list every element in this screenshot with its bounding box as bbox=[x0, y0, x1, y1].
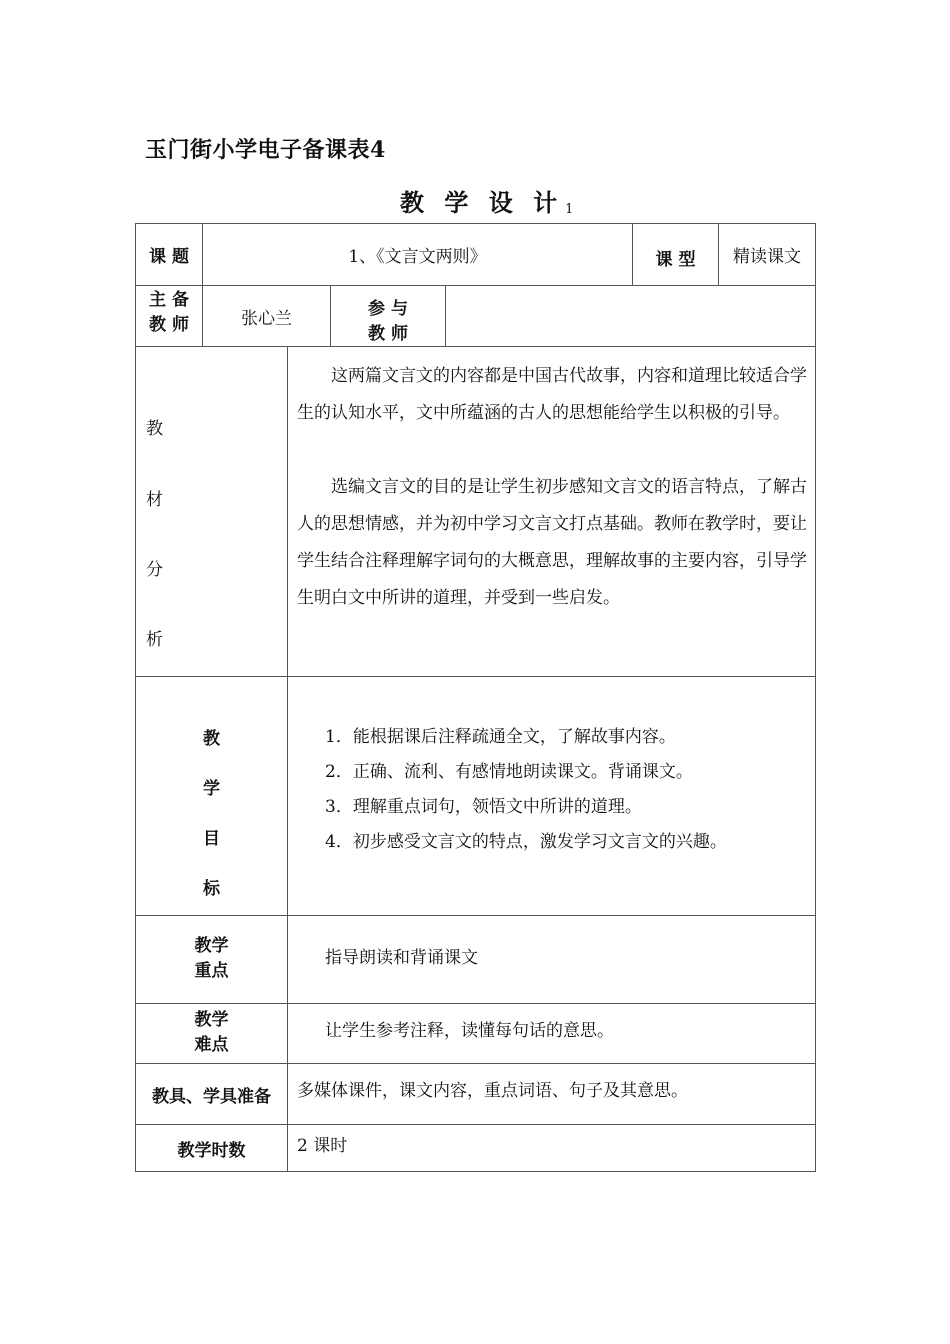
materials-label: 教具、学具准备 bbox=[152, 1086, 271, 1107]
row-divider bbox=[135, 915, 816, 916]
document-title bbox=[400, 183, 573, 218]
school-title: 玉门街小学电子备课表4 bbox=[145, 137, 386, 163]
materials-value: 多媒体课件，课文内容，重点词语、句子及其意思。 bbox=[297, 1081, 688, 1101]
goals-label-char: 教 bbox=[203, 729, 220, 749]
table-border-right bbox=[815, 223, 816, 1172]
topic-value: 1、《文言文两则》 bbox=[348, 247, 487, 267]
main-teacher-value: 张心兰 bbox=[241, 308, 292, 329]
document-title-superscript: 1 bbox=[565, 202, 574, 217]
goals-label-char: 目 bbox=[203, 829, 220, 849]
goal-item: 2．正确、流利、有感情地朗读课文。背诵课文。 bbox=[325, 762, 693, 782]
participant-label-line1: 参 与 bbox=[368, 299, 408, 319]
row-divider bbox=[135, 676, 816, 677]
key-points-value: 指导朗读和背诵课文 bbox=[325, 948, 478, 968]
main-teacher-label bbox=[136, 288, 202, 338]
key-points-label-line1: 教学 bbox=[194, 936, 229, 956]
goals-label-char: 标 bbox=[203, 879, 220, 899]
goal-item: 4．初步感受文言文的特点，激发学习文言文的兴趣。 bbox=[325, 832, 727, 852]
goals-label-char: 学 bbox=[203, 779, 220, 799]
document-title-text: 教 学 设 计 bbox=[400, 188, 564, 217]
analysis-paragraph: 选编文言文的目的是让学生初步感知文言文的语言特点，了解古人的思想情感，并为初中学习文言文打点基础。教师在教学时，要让学生结合注释理解字词句的大概意思，理解故事的主要内容，引导学生明白文中所讲的道理，并受到一些启发。 bbox=[297, 477, 807, 608]
row-divider bbox=[135, 1003, 816, 1004]
topic-label: 课 题 bbox=[149, 247, 189, 267]
row-divider bbox=[135, 346, 816, 347]
goal-item: 3．理解重点词句，领悟文中所讲的道理。 bbox=[325, 797, 642, 817]
table-border-bottom bbox=[135, 1171, 816, 1172]
difficulties-label-line1: 教学 bbox=[194, 1010, 229, 1030]
main-teacher-label-line2: 教 师 bbox=[149, 315, 189, 335]
main-teacher-label-line1: 主 备 bbox=[149, 290, 189, 310]
type-label: 课 型 bbox=[655, 250, 696, 270]
analysis-label-char: 材 bbox=[146, 490, 163, 510]
participant-value bbox=[446, 286, 815, 346]
goal-item: 1．能根据课后注释疏通全文，了解故事内容。 bbox=[325, 727, 676, 747]
analysis-label-char: 教 bbox=[146, 419, 163, 439]
difficulties-label-line2: 难点 bbox=[194, 1035, 229, 1055]
analysis-label-char: 分 bbox=[146, 560, 163, 580]
key-points-label bbox=[136, 934, 287, 984]
difficulties-label bbox=[136, 1008, 287, 1058]
column-divider bbox=[287, 346, 288, 1172]
hours-label: 教学时数 bbox=[177, 1140, 246, 1161]
participant-label bbox=[331, 297, 445, 347]
hours-value: 2 课时 bbox=[297, 1136, 348, 1156]
key-points-label-line2: 重点 bbox=[194, 961, 229, 981]
analysis-paragraph: 这两篇文言文的内容都是中国古代故事，内容和道理比较适合学生的认知水平，文中所蕴涵的古人的思想能给学生以积极的引导。 bbox=[297, 366, 807, 423]
participant-label-line2: 教 师 bbox=[368, 324, 408, 344]
type-value: 精读课文 bbox=[733, 247, 801, 267]
analysis-label-char: 析 bbox=[146, 630, 163, 650]
difficulties-value: 让学生参考注释，读懂每句话的意思。 bbox=[325, 1021, 614, 1041]
